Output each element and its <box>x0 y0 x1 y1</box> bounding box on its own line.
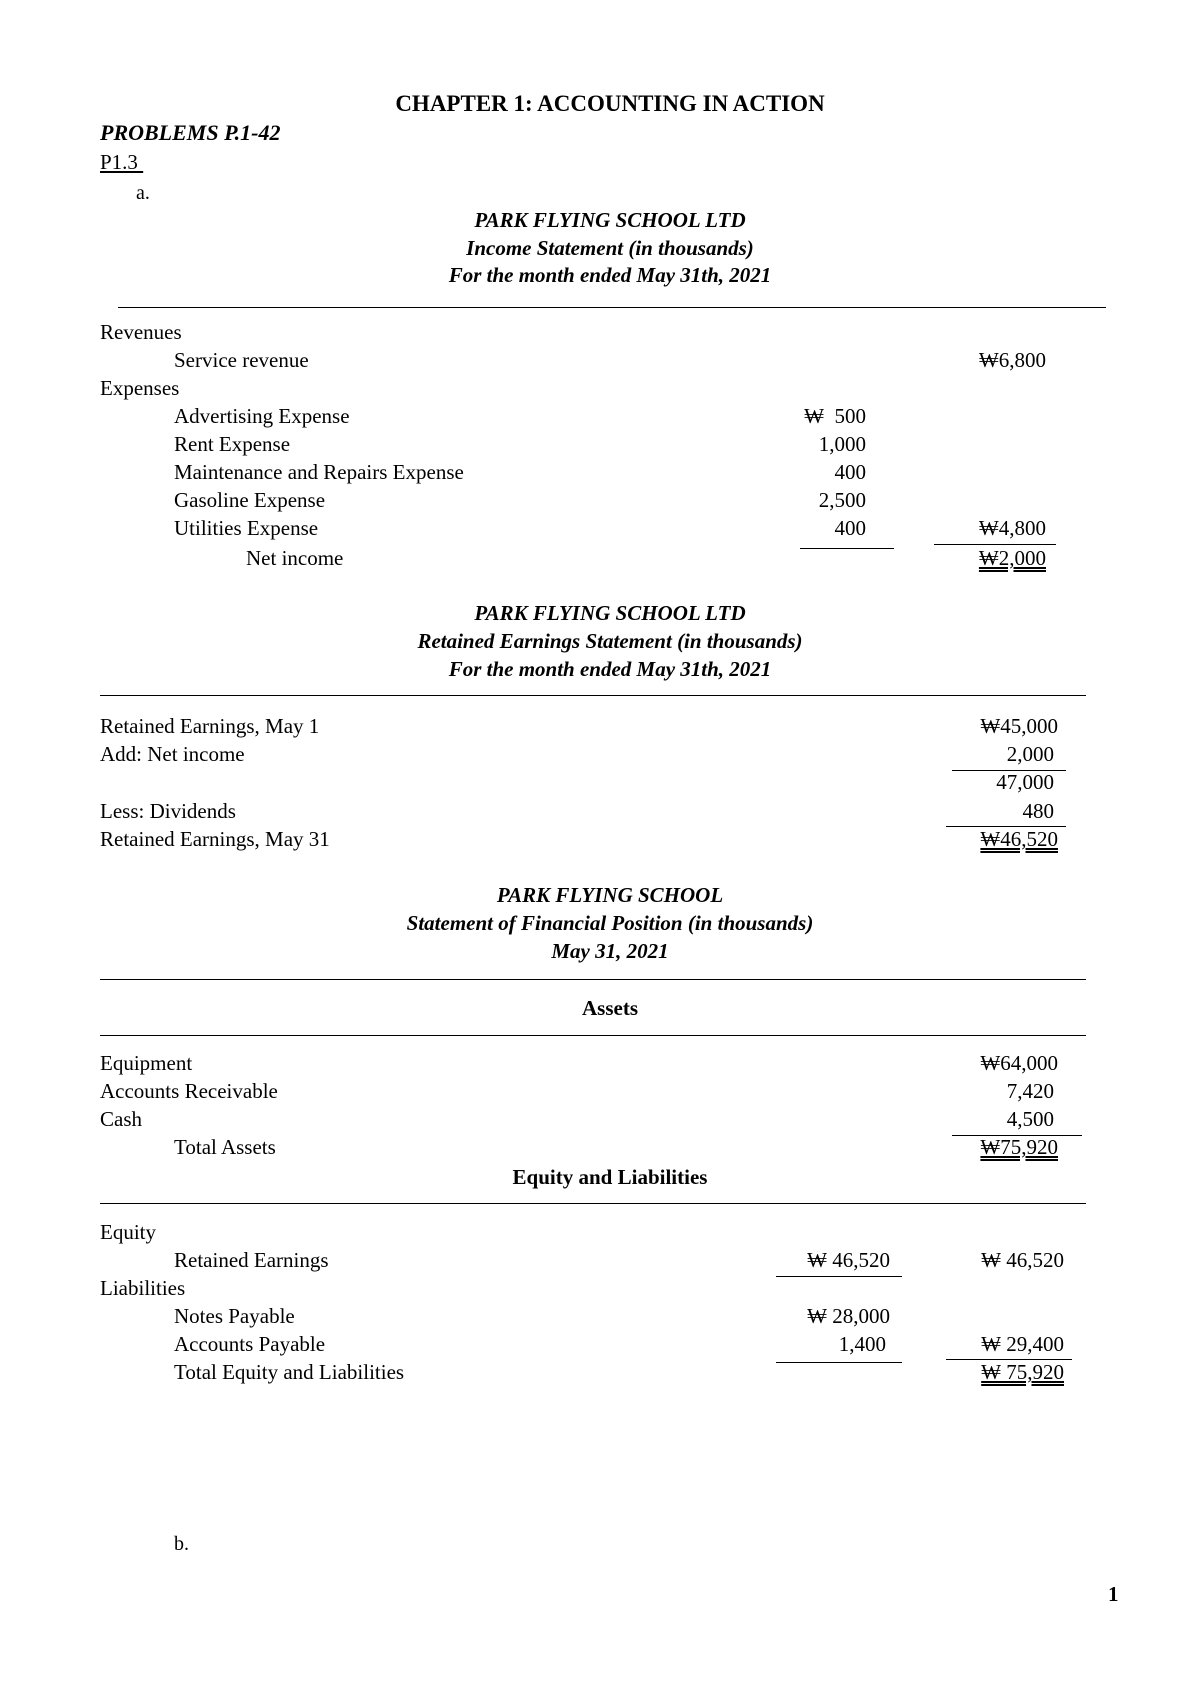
total-expenses-value: ₩4,800 <box>978 516 1046 540</box>
expense-value: 400 <box>834 460 866 484</box>
service-revenue-label: Service revenue <box>174 348 309 372</box>
expense-label: Utilities Expense <box>174 516 319 540</box>
total-liabilities-value: ₩ 29,400 <box>981 1332 1064 1356</box>
asset-value: 4,500 <box>1006 1107 1054 1131</box>
asset-value: ₩64,000 <box>980 1051 1058 1075</box>
re-add-label: Add: Net income <box>100 742 245 766</box>
total-assets-label: Total Assets <box>174 1135 276 1159</box>
retained-earnings-col1: ₩ 46,520 <box>807 1248 890 1272</box>
part-b-label: b. <box>174 1533 189 1555</box>
service-revenue-value: ₩6,800 <box>978 348 1046 372</box>
expense-value: 2,500 <box>818 488 866 512</box>
expense-subtotal-rule <box>800 548 894 549</box>
expenses-label: Expenses <box>100 376 180 400</box>
accounts-payable-label: Accounts Payable <box>174 1332 326 1356</box>
re-beginning-value: ₩45,000 <box>980 714 1058 738</box>
re-period: For the month ended May 31th, 2021 <box>448 657 772 681</box>
re-ending-label: Retained Earnings, May 31 <box>100 827 330 851</box>
fp-header-divider <box>100 979 1086 980</box>
expense-label: Rent Expense <box>174 432 291 456</box>
retained-earnings-label: Retained Earnings <box>174 1248 329 1272</box>
re-beginning-label: Retained Earnings, May 1 <box>100 714 320 738</box>
re-title: Retained Earnings Statement (in thousands) <box>417 629 803 653</box>
re-header-divider <box>100 695 1086 696</box>
equity-label: Equity <box>100 1220 156 1244</box>
income-header-divider <box>118 307 1106 308</box>
net-income-value: ₩2,000 <box>978 546 1046 570</box>
fp-date: May 31, 2021 <box>551 939 669 963</box>
income-company: PARK FLYING SCHOOL LTD <box>474 208 746 232</box>
re-company: PARK FLYING SCHOOL LTD <box>474 601 746 625</box>
assets-heading: Assets <box>582 996 638 1020</box>
problems-label: PROBLEMS P.1-42 <box>100 120 281 145</box>
expense-value: ₩ 500 <box>804 404 866 428</box>
assets-divider <box>100 1035 1086 1036</box>
expense-label: Advertising Expense <box>174 404 350 428</box>
fp-title: Statement of Financial Position (in thousands) <box>406 911 814 935</box>
re-ending-value: ₩46,520 <box>980 827 1058 851</box>
asset-label: Cash <box>100 1107 142 1131</box>
liabilities-subtotal-rule <box>776 1362 902 1363</box>
asset-value: 7,420 <box>1006 1079 1054 1103</box>
total-assets-value: ₩75,920 <box>980 1135 1058 1159</box>
expense-label: Gasoline Expense <box>174 488 326 512</box>
equity-liabilities-heading: Equity and Liabilities <box>512 1165 708 1189</box>
equity-liabilities-divider <box>100 1203 1086 1204</box>
re-less-value: 480 <box>1022 799 1054 823</box>
retained-earnings-col2: ₩ 46,520 <box>981 1248 1064 1272</box>
expense-value: 400 <box>834 516 866 540</box>
total-eq-liab-value: ₩ 75,920 <box>981 1360 1064 1384</box>
income-period: For the month ended May 31th, 2021 <box>448 263 772 287</box>
page-number: 1 <box>1108 1582 1119 1606</box>
asset-label: Equipment <box>100 1051 193 1075</box>
equity-subtotal-rule <box>776 1276 902 1277</box>
notes-payable-value: ₩ 28,000 <box>807 1304 890 1328</box>
net-income-rule <box>934 544 1056 545</box>
problem-number: P1.3 <box>100 150 144 174</box>
accounts-payable-value: 1,400 <box>838 1332 886 1356</box>
asset-label: Accounts Receivable <box>100 1079 278 1103</box>
liabilities-label: Liabilities <box>100 1276 186 1300</box>
revenues-label: Revenues <box>100 320 182 344</box>
expense-value: 1,000 <box>818 432 866 456</box>
chapter-title: CHAPTER 1: ACCOUNTING IN ACTION <box>395 91 825 116</box>
income-title: Income Statement (in thousands) <box>466 236 754 260</box>
part-a-label: a. <box>136 182 150 204</box>
re-less-label: Less: Dividends <box>100 799 236 823</box>
total-eq-liab-label: Total Equity and Liabilities <box>174 1360 405 1384</box>
fp-company: PARK FLYING SCHOOL <box>496 883 724 907</box>
expense-label: Maintenance and Repairs Expense <box>174 460 464 484</box>
re-subtotal-value: 47,000 <box>996 770 1054 794</box>
re-add-value: 2,000 <box>1006 742 1054 766</box>
net-income-label: Net income <box>246 546 344 570</box>
notes-payable-label: Notes Payable <box>174 1304 295 1328</box>
